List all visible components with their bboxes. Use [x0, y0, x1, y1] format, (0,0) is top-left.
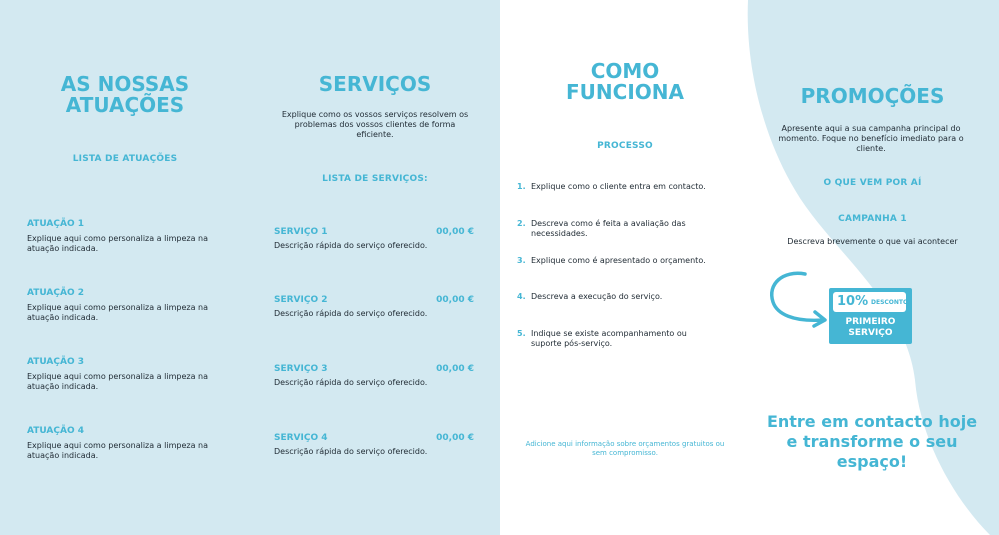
servico-desc: Descrição rápida do serviço oferecido. [274, 241, 428, 250]
servico-price: 00,00 € [436, 295, 474, 305]
servicos-intro: Explique como os vossos serviços resolvem os problemas dos vossos clientes de forma eficiente. [281, 110, 469, 139]
list-item [517, 292, 732, 302]
atuacao-desc: Explique aqui como personaliza a limpeza na atuação indicada. [27, 441, 208, 460]
como-title-line1: COMO [590, 59, 660, 83]
step-number: 3. [517, 256, 526, 265]
badge-line1: PRIMEIRO [845, 317, 896, 327]
atuacoes-title [0, 74, 250, 116]
list-item [517, 219, 732, 239]
panel-servicos [250, 0, 500, 535]
step-number: 2. [517, 219, 526, 228]
servico-label: SERVIÇO 3 [274, 364, 328, 374]
list-item [274, 433, 474, 457]
step-number: 1. [517, 182, 526, 191]
promocoes-intro: Apresente aqui a sua campanha principal do momento. Foque no benefício imediato para o cliente. [778, 124, 964, 153]
step-text: Explique como o cliente entra em contacto. [531, 182, 706, 191]
como-footer-note: Adicione aqui informação sobre orçamentos gratuitos ou sem compromisso. [525, 440, 725, 457]
curved-arrow-icon [765, 268, 835, 330]
servicos-title: SERVIÇOS [318, 72, 432, 96]
panel-como-funciona [500, 0, 750, 535]
servico-label: SERVIÇO 4 [274, 433, 328, 443]
badge-line2: SERVIÇO [848, 328, 893, 338]
step-number: 4. [517, 292, 526, 301]
list-item [517, 182, 732, 192]
contact-cta: Entre em contacto hoje e transforme o seu espaço! [766, 412, 978, 471]
panel-atuacoes [0, 0, 250, 535]
atuacao-desc: Explique aqui como personaliza a limpeza na atuação indicada. [27, 303, 208, 322]
step-text: Indique se existe acompanhamento ou suporte pós-serviço. [531, 329, 687, 348]
atuacoes-subtitle: LISTA DE ATUAÇÕES [72, 154, 178, 164]
como-subtitle: PROCESSO [597, 141, 653, 151]
atuacao-label: ATUAÇÃO 2 [27, 288, 85, 298]
list-item [274, 295, 474, 319]
step-text: Explique como é apresentado o orçamento. [531, 256, 706, 265]
atuacao-label: ATUAÇÃO 4 [27, 426, 85, 436]
discount-badge-bottom [829, 317, 912, 339]
servico-price: 00,00 € [436, 433, 474, 443]
promocoes-title: PROMOÇÕES [800, 84, 945, 108]
discount-badge-top [833, 292, 909, 312]
campaign-label: CAMPANHA 1 [838, 214, 907, 224]
list-item [274, 364, 474, 388]
step-text: Descreva a execução do serviço. [531, 292, 663, 301]
list-item [27, 426, 232, 461]
servico-label: SERVIÇO 2 [274, 295, 328, 305]
list-item [517, 329, 717, 349]
step-text: Descreva como é feita a avaliação das necessidades. [531, 219, 686, 238]
servico-desc: Descrição rápida do serviço oferecido. [274, 447, 428, 456]
servico-price: 00,00 € [436, 364, 474, 374]
servico-desc: Descrição rápida do serviço oferecido. [274, 378, 428, 387]
atuacao-label: ATUAÇÃO 1 [27, 219, 85, 229]
atuacao-label: ATUAÇÃO 3 [27, 357, 85, 367]
list-item [27, 219, 232, 254]
atuacao-desc: Explique aqui como personaliza a limpeza na atuação indicada. [27, 372, 208, 391]
como-title [500, 61, 750, 103]
atuacoes-title-line2: ATUAÇÕES [65, 93, 185, 117]
list-item [27, 357, 232, 392]
list-item [274, 227, 474, 251]
promocoes-subtitle: O QUE VEM POR AÍ [823, 178, 922, 188]
servico-price: 00,00 € [436, 227, 474, 237]
campaign-desc: Descreva brevemente o que vai acontecer [787, 237, 958, 246]
discount-percent: 10% [837, 294, 869, 309]
como-title-line2: FUNCIONA [566, 80, 684, 104]
atuacao-desc: Explique aqui como personaliza a limpeza na atuação indicada. [27, 234, 208, 253]
discount-word: DESCONTO [871, 299, 909, 306]
servicos-subtitle: LISTA DE SERVIÇOS: [322, 174, 428, 184]
servico-desc: Descrição rápida do serviço oferecido. [274, 309, 428, 318]
discount-badge [829, 288, 912, 344]
step-number: 5. [517, 329, 526, 338]
list-item [517, 256, 732, 266]
atuacoes-title-line1: AS NOSSAS [60, 72, 190, 96]
servico-label: SERVIÇO 1 [274, 227, 328, 237]
list-item [27, 288, 232, 323]
